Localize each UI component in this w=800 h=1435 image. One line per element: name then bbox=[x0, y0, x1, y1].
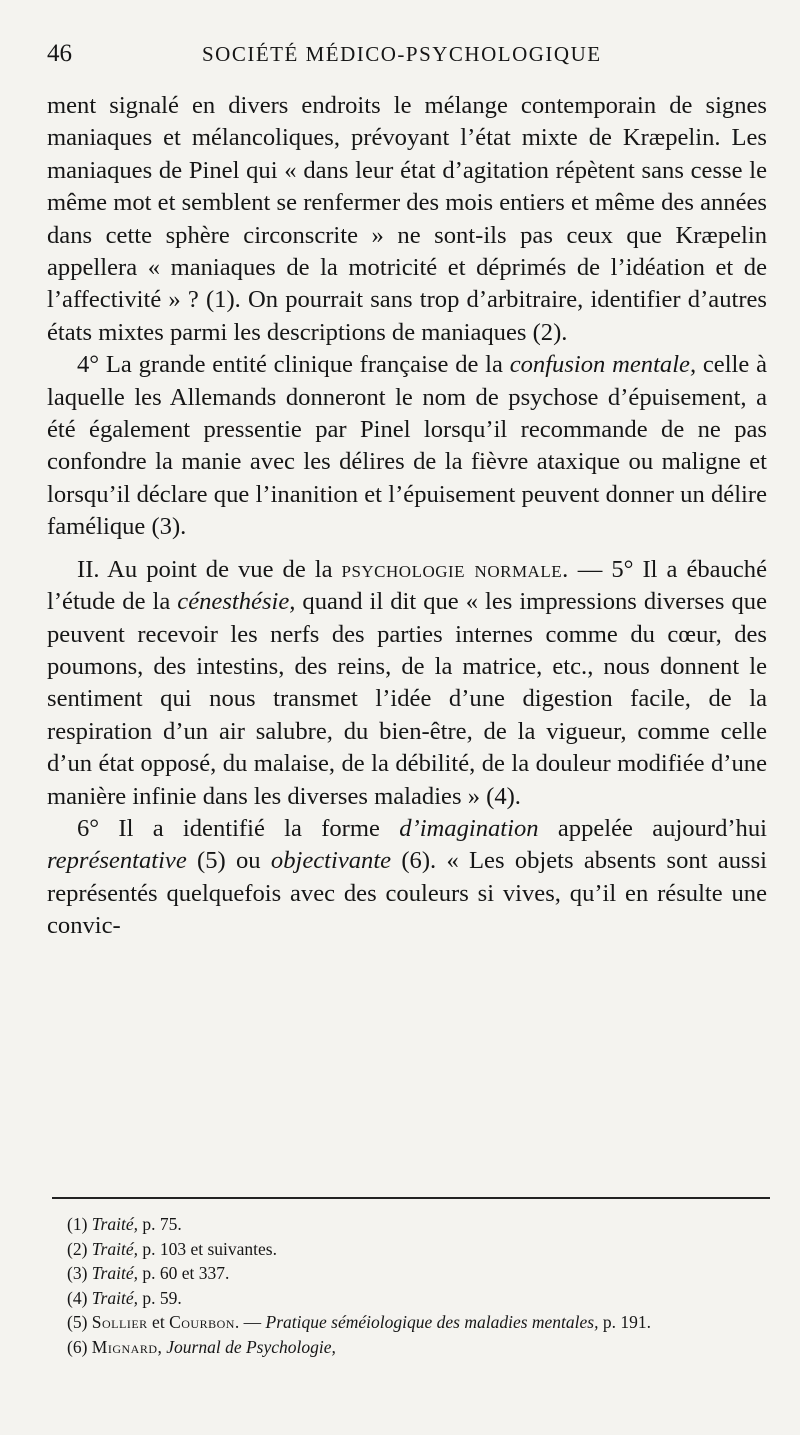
paragraph-2: 4° La grande entité clinique française de la confusion mentale, celle à laquelle les Allemands donneront le nom de psychose d’épuisement, a été également pressentie par Pinel lorsqu’il recommande de ne pas confondre la manie avec les délires de la fièvre ataxique ou maligne et lorsqu’il déclare que l’inanition et l’épuisement peuvent donner un délire famélique (3). bbox=[47, 351, 767, 541]
footnote-6: (6) Mignard, Journal de Psychologie, bbox=[67, 1336, 336, 1357]
footnote-3: (3) Traité, p. 60 et 337. bbox=[67, 1263, 230, 1283]
paragraph-1: ment signalé en divers endroits le mélange contemporain de signes maniaques et mélancoliques, prévoyant l’état mixte de Kræpelin. Les maniaques de Pinel qui « dans leur état d’agitation répètent sans cesse le même mot et semblent se renfermer des mois entiers et même des années dans cette sphère circonscrite » ne sont-ils pas ceux que Kræpelin appellera « maniaques de la motricité et déprimés de l’idéation et de l’affectivité » ? (1). On pourrait sans trop d’arbitraire, identifier d’autres états mixtes parmi les descriptions de maniaques (2). bbox=[47, 92, 767, 346]
footnotes bbox=[47, 1212, 767, 1359]
page-header bbox=[47, 40, 767, 80]
footnote-divider bbox=[52, 1197, 770, 1199]
footnote-2: (2) Traité, p. 103 et suivantes. bbox=[67, 1238, 277, 1259]
paragraph-4: 6° Il a identifié la forme d’imagination appelée aujourd’hui représentative (5) ou objectivante (6). « Les objets absents sont aussi représentés quelquefois avec des couleurs si vives, qu’il en résulte une convic- bbox=[47, 814, 767, 940]
body-text bbox=[47, 90, 767, 943]
footnote-5: (5) Sollier et Courbon. — Pratique séméiologique des maladies mentales, p. 191. bbox=[67, 1312, 651, 1332]
footnote-4: (4) Traité, p. 59. bbox=[67, 1287, 182, 1308]
footnote-1: (1) Traité, p. 75. bbox=[67, 1214, 182, 1234]
running-head: SOCIÉTÉ MÉDICO-PSYCHOLOGIQUE bbox=[202, 42, 602, 66]
paragraph-3: II. Au point de vue de la psychologie normale. — 5° Il a ébauché l’étude de la cénesthésie, quand il dit que « les impressions diverses que peuvent recevoir les nerfs des parties internes comme du cœur, des poumons, des intestins, des reins, de la matrice, etc., nous donnent le sentiment qui nous transmet l’idée d’une digestion facile, de la respiration d’un air salubre, du bien-être, de la vigueur, comme celle d’un état opposé, du malaise, de la débilité, de la douleur modifiée d’une manière infinie dans les diverses maladies » (4). bbox=[47, 555, 767, 810]
page-number: 46 bbox=[47, 40, 72, 67]
